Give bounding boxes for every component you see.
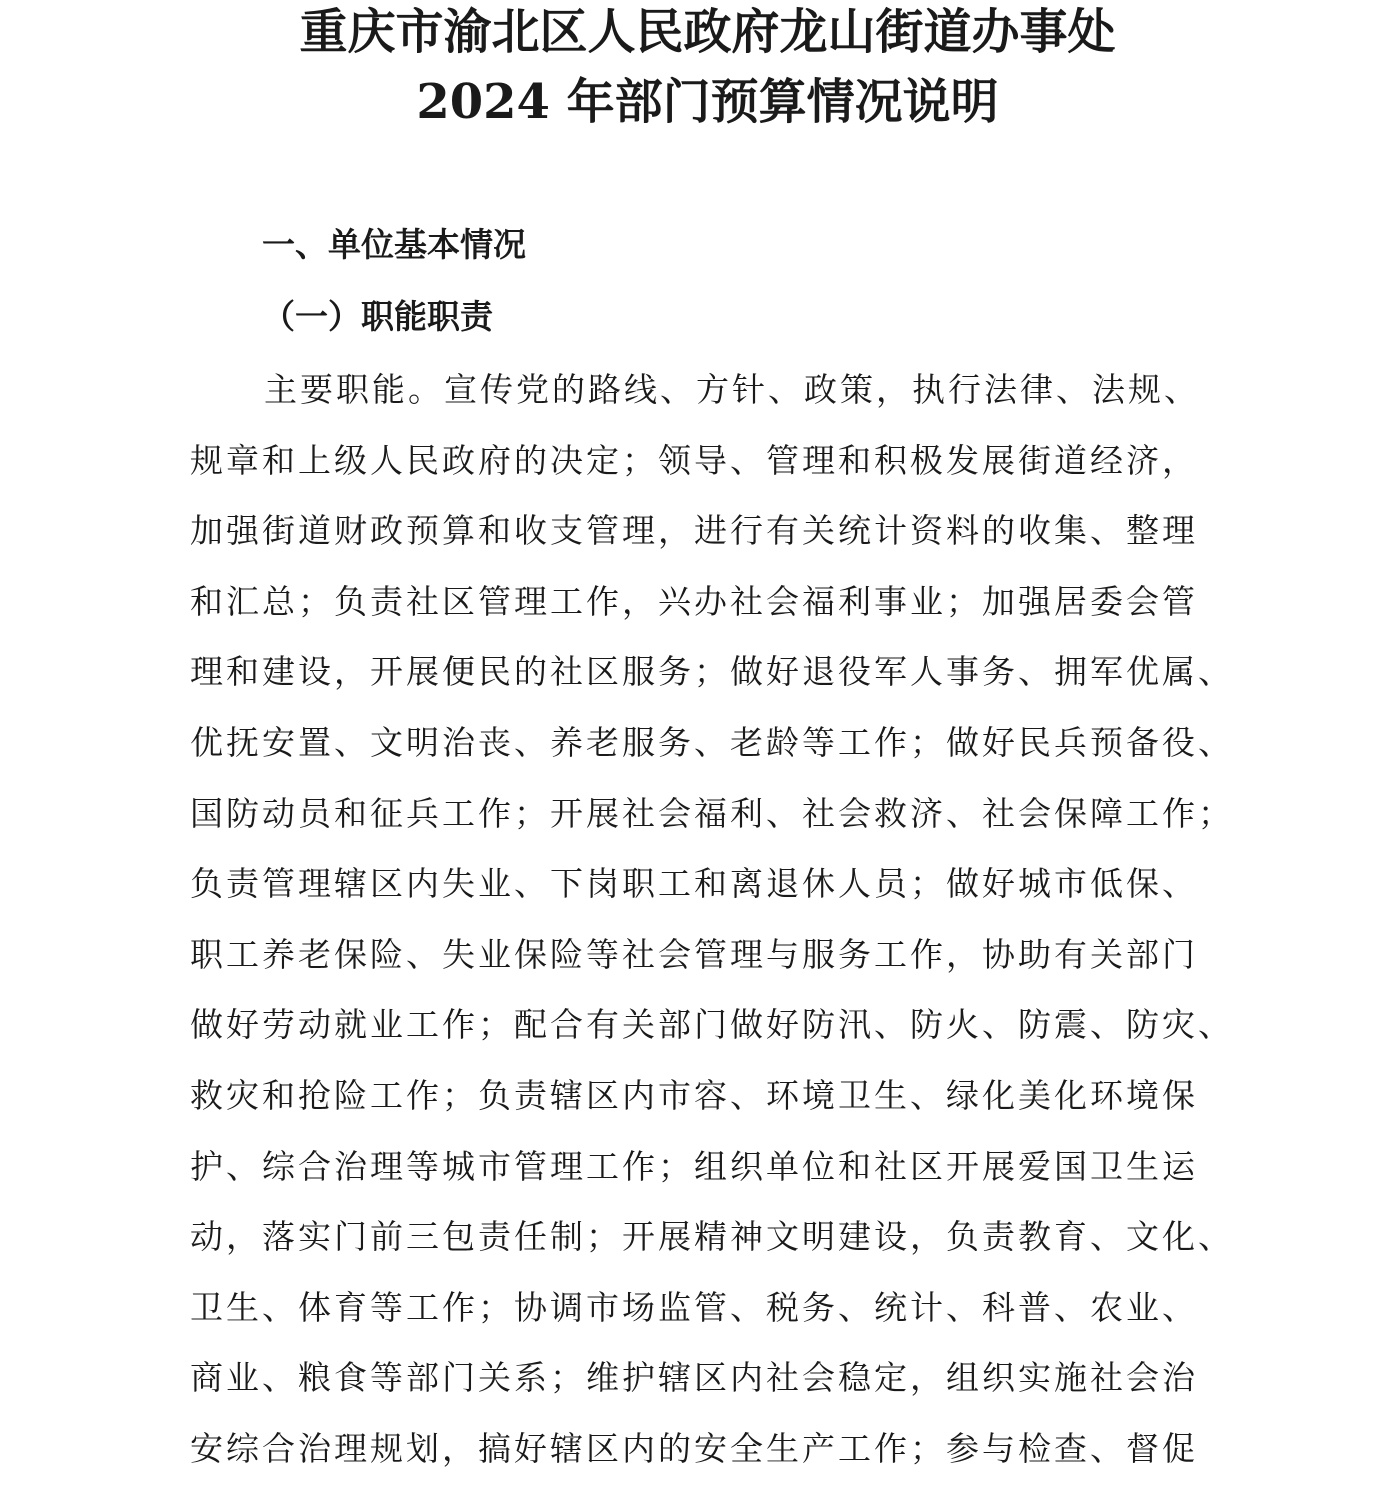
body-line: 主要职能。宣传党的路线、方针、政策，执行法律、法规、 [264,370,1200,409]
body-line: 卫生、体育等工作；协调市场监管、税务、统计、科普、农业、 [190,1287,1198,1327]
body-line: 做好劳动就业工作；配合有关部门做好防汛、防火、防震、防灾、 [190,1005,1234,1045]
body-line: 加强街道财政预算和收支管理，进行有关统计资料的收集、整理 [190,511,1198,551]
body-line: 职工养老保险、失业保险等社会管理与服务工作，协助有关部门 [190,934,1198,974]
document-title-line-2: 2024 年部门预算情况说明 [416,74,999,130]
body-line: 商业、粮食等部门关系；维护辖区内社会稳定，组织实施社会治 [190,1358,1198,1398]
body-paragraph-main-functions [190,362,1260,1492]
body-line: 优抚安置、文明治丧、养老服务、老龄等工作；做好民兵预备役、 [190,722,1234,762]
body-line: 国防动员和征兵工作；开展社会福利、社会救济、社会保障工作； [190,793,1234,833]
body-line: 救灾和抢险工作；负责辖区内市容、环境卫生、绿化美化环境保 [190,1075,1198,1115]
document-title-line-1: 重庆市渝北区人民政府龙山街道办事处 [299,4,1116,60]
body-line: 和汇总；负责社区管理工作，兴办社会福利事业；加强居委会管 [190,581,1198,621]
section-heading-unit-basic-info: 一、单位基本情况 [262,225,526,264]
body-line: 动，落实门前三包责任制；开展精神文明建设，负责教育、文化、 [190,1217,1234,1257]
body-line: 理和建设，开展便民的社区服务；做好退役军人事务、拥军优属、 [190,652,1234,692]
body-line: 护、综合治理等城市管理工作；组织单位和社区开展爱国卫生运 [190,1146,1198,1186]
body-line: 负责管理辖区内失业、下岗职工和离退休人员；做好城市低保、 [190,864,1198,904]
body-line: 规章和上级人民政府的决定；领导、管理和积极发展街道经济， [190,440,1198,480]
subsection-heading-functions: （一）职能职责 [262,297,493,336]
body-line: 安综合治理规划，搞好辖区内的安全生产工作；参与检查、督促 [190,1428,1198,1468]
